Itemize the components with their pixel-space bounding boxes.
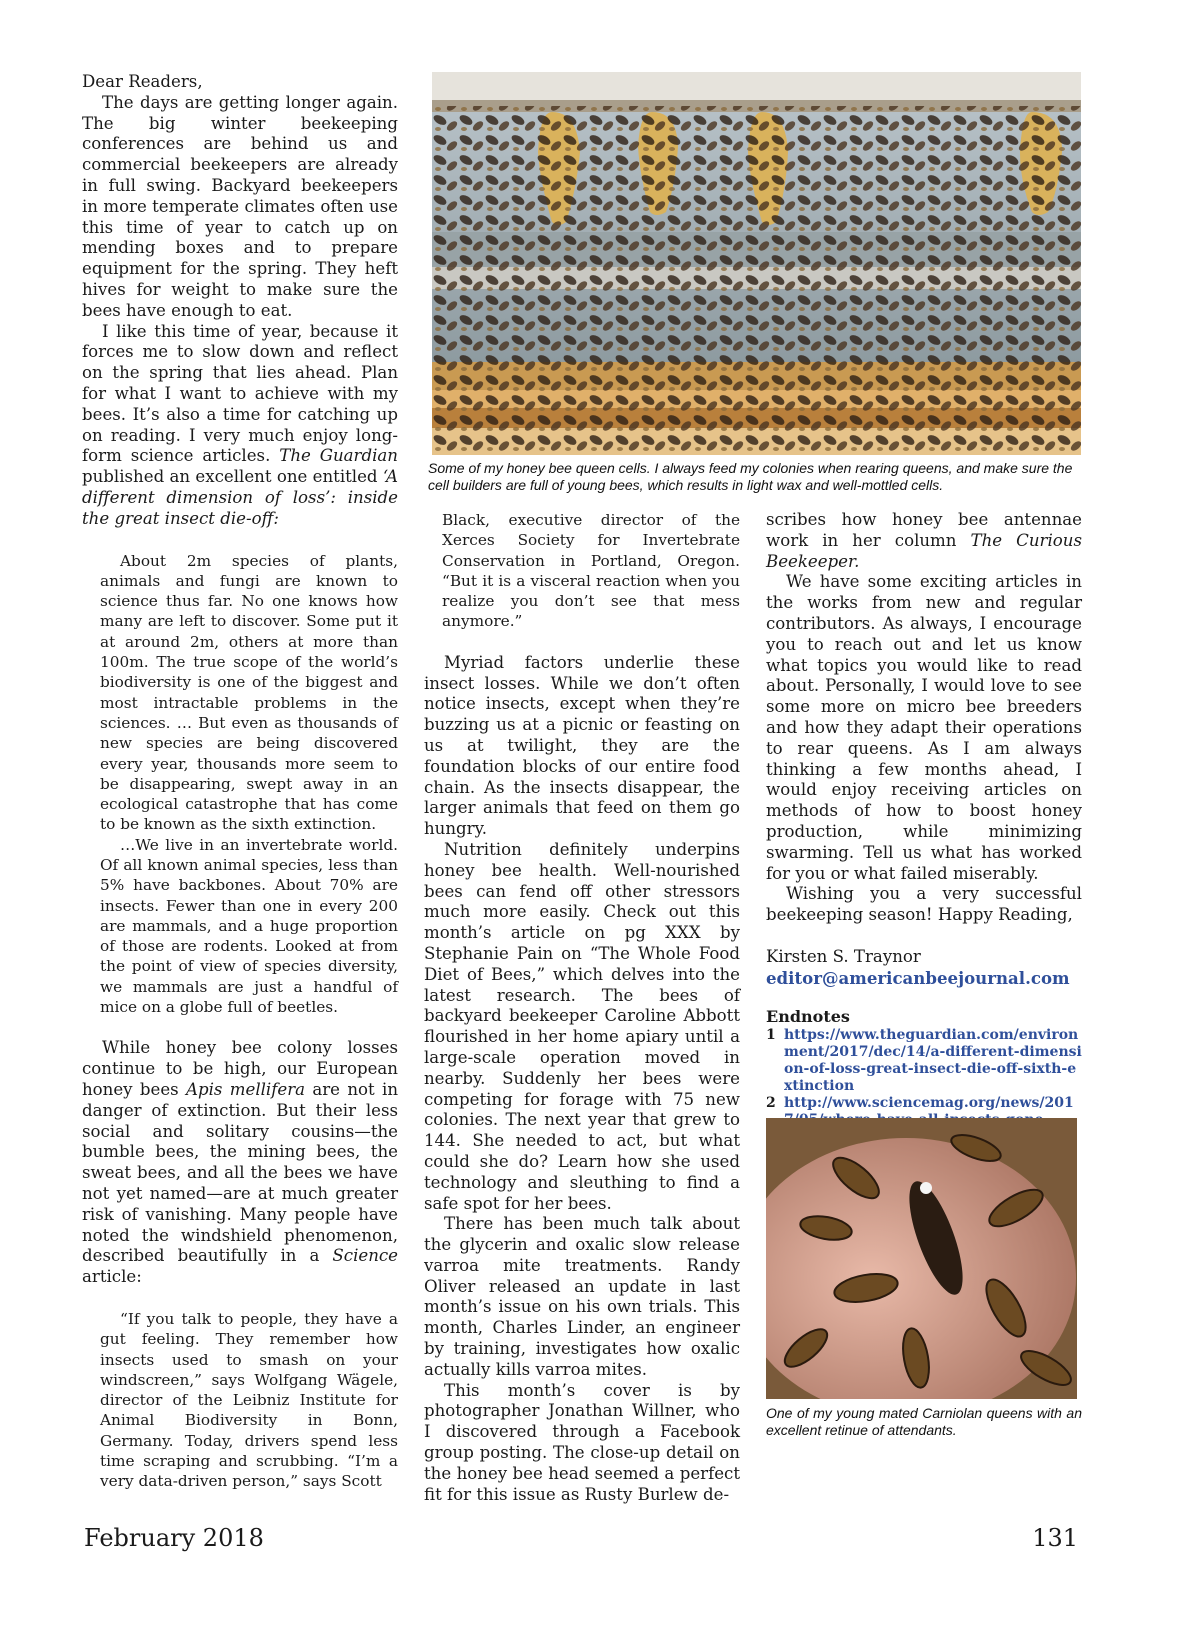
top-photo-caption: Some of my honey bee queen cells. I always feed my colonies when rearing queens, and make sure the cell builders are full of young bees, which results in light wax and well-mottled cells. [428,460,1073,493]
queen-retinue-image [766,1118,1077,1399]
endnote-link[interactable]: http://www.sciencemag.org/news/201 [784,1095,1074,1112]
column-title: The Curious Beekeeper. [766,530,1082,571]
paragraph: The days are getting longer again. The big winter beekeeping conferences are behind us and commercial beekeepers are already in full swing. Backyard beekeepers in more temperate climates often use this time of year to catch up on mending boxes and to prepare equipment for the spring. They heft hives for weight to make sure the bees have enough to eat. [82,92,398,320]
column-left [82,72,398,1492]
paragraph: While honey bee colony losses continue to be high, our European honey bees Apis mellifera are not in danger of extinction. But their less social and solitary cousins—the bumble bees, the mining bees, the sweat bees, and all the bees we have not yet named—are at much greater risk of vanishing. Many people have noted the windshield phenomenon, described beautifully in a Science article: [82,1038,399,1287]
quote-paragraph: “If you talk to people, they have a gut feeling. They remember how insects used to smash on your windscreen,” says Wolfgang Wägele, director of the Leibniz Institute for Animal Biodiversity in Bonn, Germany. Today, drivers spend less time scraping and scrubbing. “I’m a very data-driven person,” says Scott [100,1309,398,1491]
greeting: Dear Readers, [82,72,203,91]
endnotes-list [766,1027,1082,1129]
block-quote [82,551,398,1018]
species-name: Apis mellifera [186,1079,306,1099]
bottom-photo-caption: One of my young mated Carniolan queens with an excellent retinue of attendants. [766,1405,1082,1438]
paragraph: Wishing you a very successful beekeeping season! Happy Reading, [766,884,1082,925]
queen-cells-image [432,72,1081,455]
endnote-number: 1 [766,1027,776,1044]
endnotes-heading: Endnotes [766,1006,850,1026]
queen-cells-photo [432,72,1081,455]
quote-paragraph: …We live in an invertebrate world. Of all known animal species, less than 5% have backbones. About 70% are insects. Fewer than one in every 200 are mammals, and a huge proportion of those are rodents. Looked at from the point of view of species diversity, we mammals are just a handful of mice on a globe full of beetles. [100,835,398,1017]
quote-paragraph: About 2m species of plants, animals and fungi are known to science thus far. No one knows how many are left to discover. Some put it at around 2m, others at more than 100m. The true scope of the world’s biodiversity is one of the biggest and most intractable problems in the sciences. … But even as thousands of new species are being discovered every year, thousands more seem to be disappearing, swept away in an ecological catastrophe that has come to be known as the sixth extinction. [100,551,398,834]
editor-email-link[interactable]: editor@americanbeejournal.com [766,967,1070,988]
footer-date: February 2018 [84,1524,264,1552]
paragraph: This month’s cover is by photographer Jonathan Willner, who I discovered through a Facebook group posting. The close-up detail on the honey bee head seemed a perfect fit for this issue as Rusty Burlew de- [424,1380,740,1504]
endnote-link[interactable]: https://www.theguardian.com/environment/2017/dec/14/a-different-dimension-of-loss-great-insect-die-off-sixth-extinction [784,1027,1082,1095]
paragraph: I like this time of year, because it forces me to slow down and reflect on the spring that lies ahead. Plan for what I want to achieve with my bees. It’s also a time for catching up on reading. I very much enjoy long-form science articles. The Guardian published an excellent one entitled ‘A different dimension of loss’: inside the great insect die-off: [82,321,398,528]
paragraph: Myriad factors underlie these insect losses. While we don’t often notice insects, except when they’re buzzing us at a picnic or feasting on us at twilight, they are the foundation blocks of our entire food chain. As the insects disappear, the larger animals that feed on them go hungry. [424,652,740,839]
endnote-item [766,1027,1082,1095]
publication-title: Science [332,1246,398,1266]
queen-retinue-photo [766,1118,1077,1399]
block-quote-continued [424,510,740,632]
block-quote [82,1309,398,1492]
paragraph: scribes how honey bee antennae work in her column The Curious Beekeeper. [766,510,1082,571]
signature-name: Kirsten S. Traynor [766,946,921,966]
paragraph: There has been much talk about the glycerin and oxalic slow release varroa mite treatments. Randy Oliver released an update in last month’s issue on his own trials. This month, Charles Linder, an engineer by training, investigates how oxalic actually kills varroa mites. [424,1214,740,1379]
quote-paragraph: Black, executive director of the Xerces Society for Invertebrate Conservation in Portland, Oregon. “But it is a visceral reaction when you realize you don’t see that mess anymore.” [442,511,740,631]
column-right [766,510,1082,1129]
paragraph: Nutrition definitely underpins honey bee health. Well-nourished bees can fend off other stressors much more easily. Check out this month’s article on pg XXX by Stephanie Pain on “The Whole Food Diet of Bees,” which delves into the latest research. The bees of backyard beekeeper Caroline Abbott flourished in her home apiary until a large-scale operation moved in nearby. Suddenly her bees were competing for forage with 75 new colonies. The next year that grew to 144. She needed to act, but what could she do? Learn how she used technology and sleuthing to find a safe spot for her bees. [424,839,740,1213]
page-number: 131 [1032,1524,1078,1552]
article-title: ‘A different dimension of loss’: inside the great insect die-off: [82,467,398,528]
publication-title: The Guardian [279,446,398,466]
column-middle [424,510,740,1505]
endnote-number: 2 [766,1095,776,1112]
paragraph: We have some exciting articles in the works from new and regular contributors. As always, I encourage you to reach out and let us know what topics you would like to read about. Personally, I would love to see some more on micro bee breeders and how they adapt their operations to rear queens. As I am always thinking a few months ahead, I would enjoy receiving articles on methods of how to boost honey production, while minimizing swarming. Tell us what has worked for you or what failed miserably. [766,572,1082,883]
